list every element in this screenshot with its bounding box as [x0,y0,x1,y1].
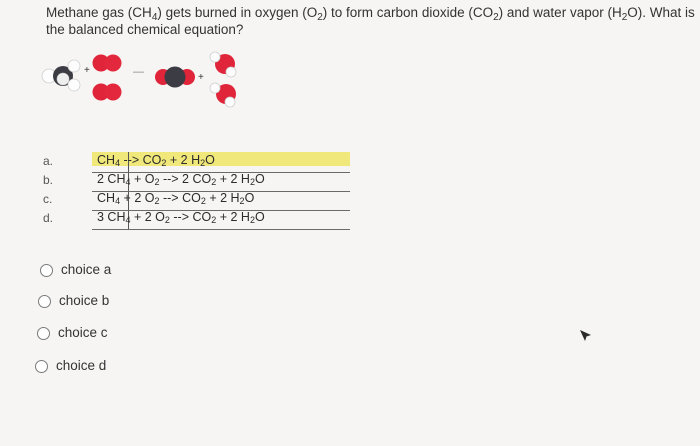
equation-part: O [254,210,265,224]
subscript: 2 [200,158,206,168]
equation-part: + 2 H [216,172,250,186]
radio-button[interactable] [40,264,53,277]
answer-options-table [37,152,351,230]
equation-part: + O [130,172,155,186]
equation-part: O [244,191,255,205]
equation-part: --> CO [120,153,162,167]
subscript: 2 [161,158,167,168]
equation-part: + 2 O [130,210,165,224]
equation-part: + 2 H [216,210,250,224]
question-part: ) to form carbon dioxide (CO [322,5,494,20]
equation-part: O [254,172,265,186]
equation-part: CH [97,153,116,167]
row-letter: b. [43,173,54,187]
question-part: O). What is the balanced chemical equation? [46,5,695,37]
table-row [37,152,351,172]
chemical-equation [97,172,265,186]
subscript: 2 [239,196,245,206]
subscript: 2 [317,12,323,23]
equation-part: 3 CH [97,210,126,224]
equation-part: 2 CH [97,172,126,186]
radio-button[interactable] [35,360,48,373]
subscript: 4 [125,215,131,225]
equation-part: --> 2 CO [159,172,212,186]
subscript: 2 [211,177,217,187]
equation-part: + 2 O [120,191,155,205]
subscript: 4 [151,12,158,23]
plus-sign: + [198,72,204,83]
chemical-equation [97,153,215,167]
question-part: ) and water vapor (H [498,5,622,20]
subscript: 4 [115,158,121,168]
table-row [37,171,351,191]
subscript: 2 [249,215,255,225]
subscript: 2 [249,177,255,187]
molecule-reaction-diagram [0,0,700,120]
subscript: 2 [164,215,170,225]
equation-part: O [205,153,215,167]
subscript: 2 [154,196,160,206]
chemical-equation [97,210,265,224]
table-row [37,190,351,210]
water-molecules [210,52,236,107]
table-row [37,209,351,229]
chemical-equation [97,191,254,205]
subscript: 2 [200,196,206,206]
mouse-pointer-icon [578,328,594,344]
choice-label: choice a [61,262,112,277]
radio-button[interactable] [37,327,50,340]
subscript: 2 [154,177,160,187]
equation-part: + 2 H [166,153,201,167]
plus-sign: + [84,65,90,76]
arrow: — [133,66,144,78]
choice-label: choice b [59,293,110,308]
equation-part: + 2 H [205,191,240,205]
carbon-dioxide-molecule [155,67,195,88]
row-rule [92,229,350,230]
subscript: 2 [621,12,628,23]
radio-button[interactable] [38,295,51,308]
subscript: 4 [115,196,121,206]
methane-molecule [42,60,80,91]
subscript: 4 [125,177,131,187]
row-letter: a. [43,154,54,168]
oxygen-molecules [93,55,122,101]
question-part: ) gets burned in oxygen (O [157,5,318,20]
equation-part: CH [97,191,116,205]
choice-label: choice d [56,358,107,373]
equation-part: --> CO [159,191,201,205]
subscript: 2 [211,215,217,225]
choice-label: choice c [58,325,108,340]
subscript: 2 [493,12,499,23]
equation-part: --> CO [169,210,212,224]
question-part: Methane gas (CH [46,5,152,20]
row-letter: d. [43,211,54,225]
row-letter: c. [43,192,53,206]
